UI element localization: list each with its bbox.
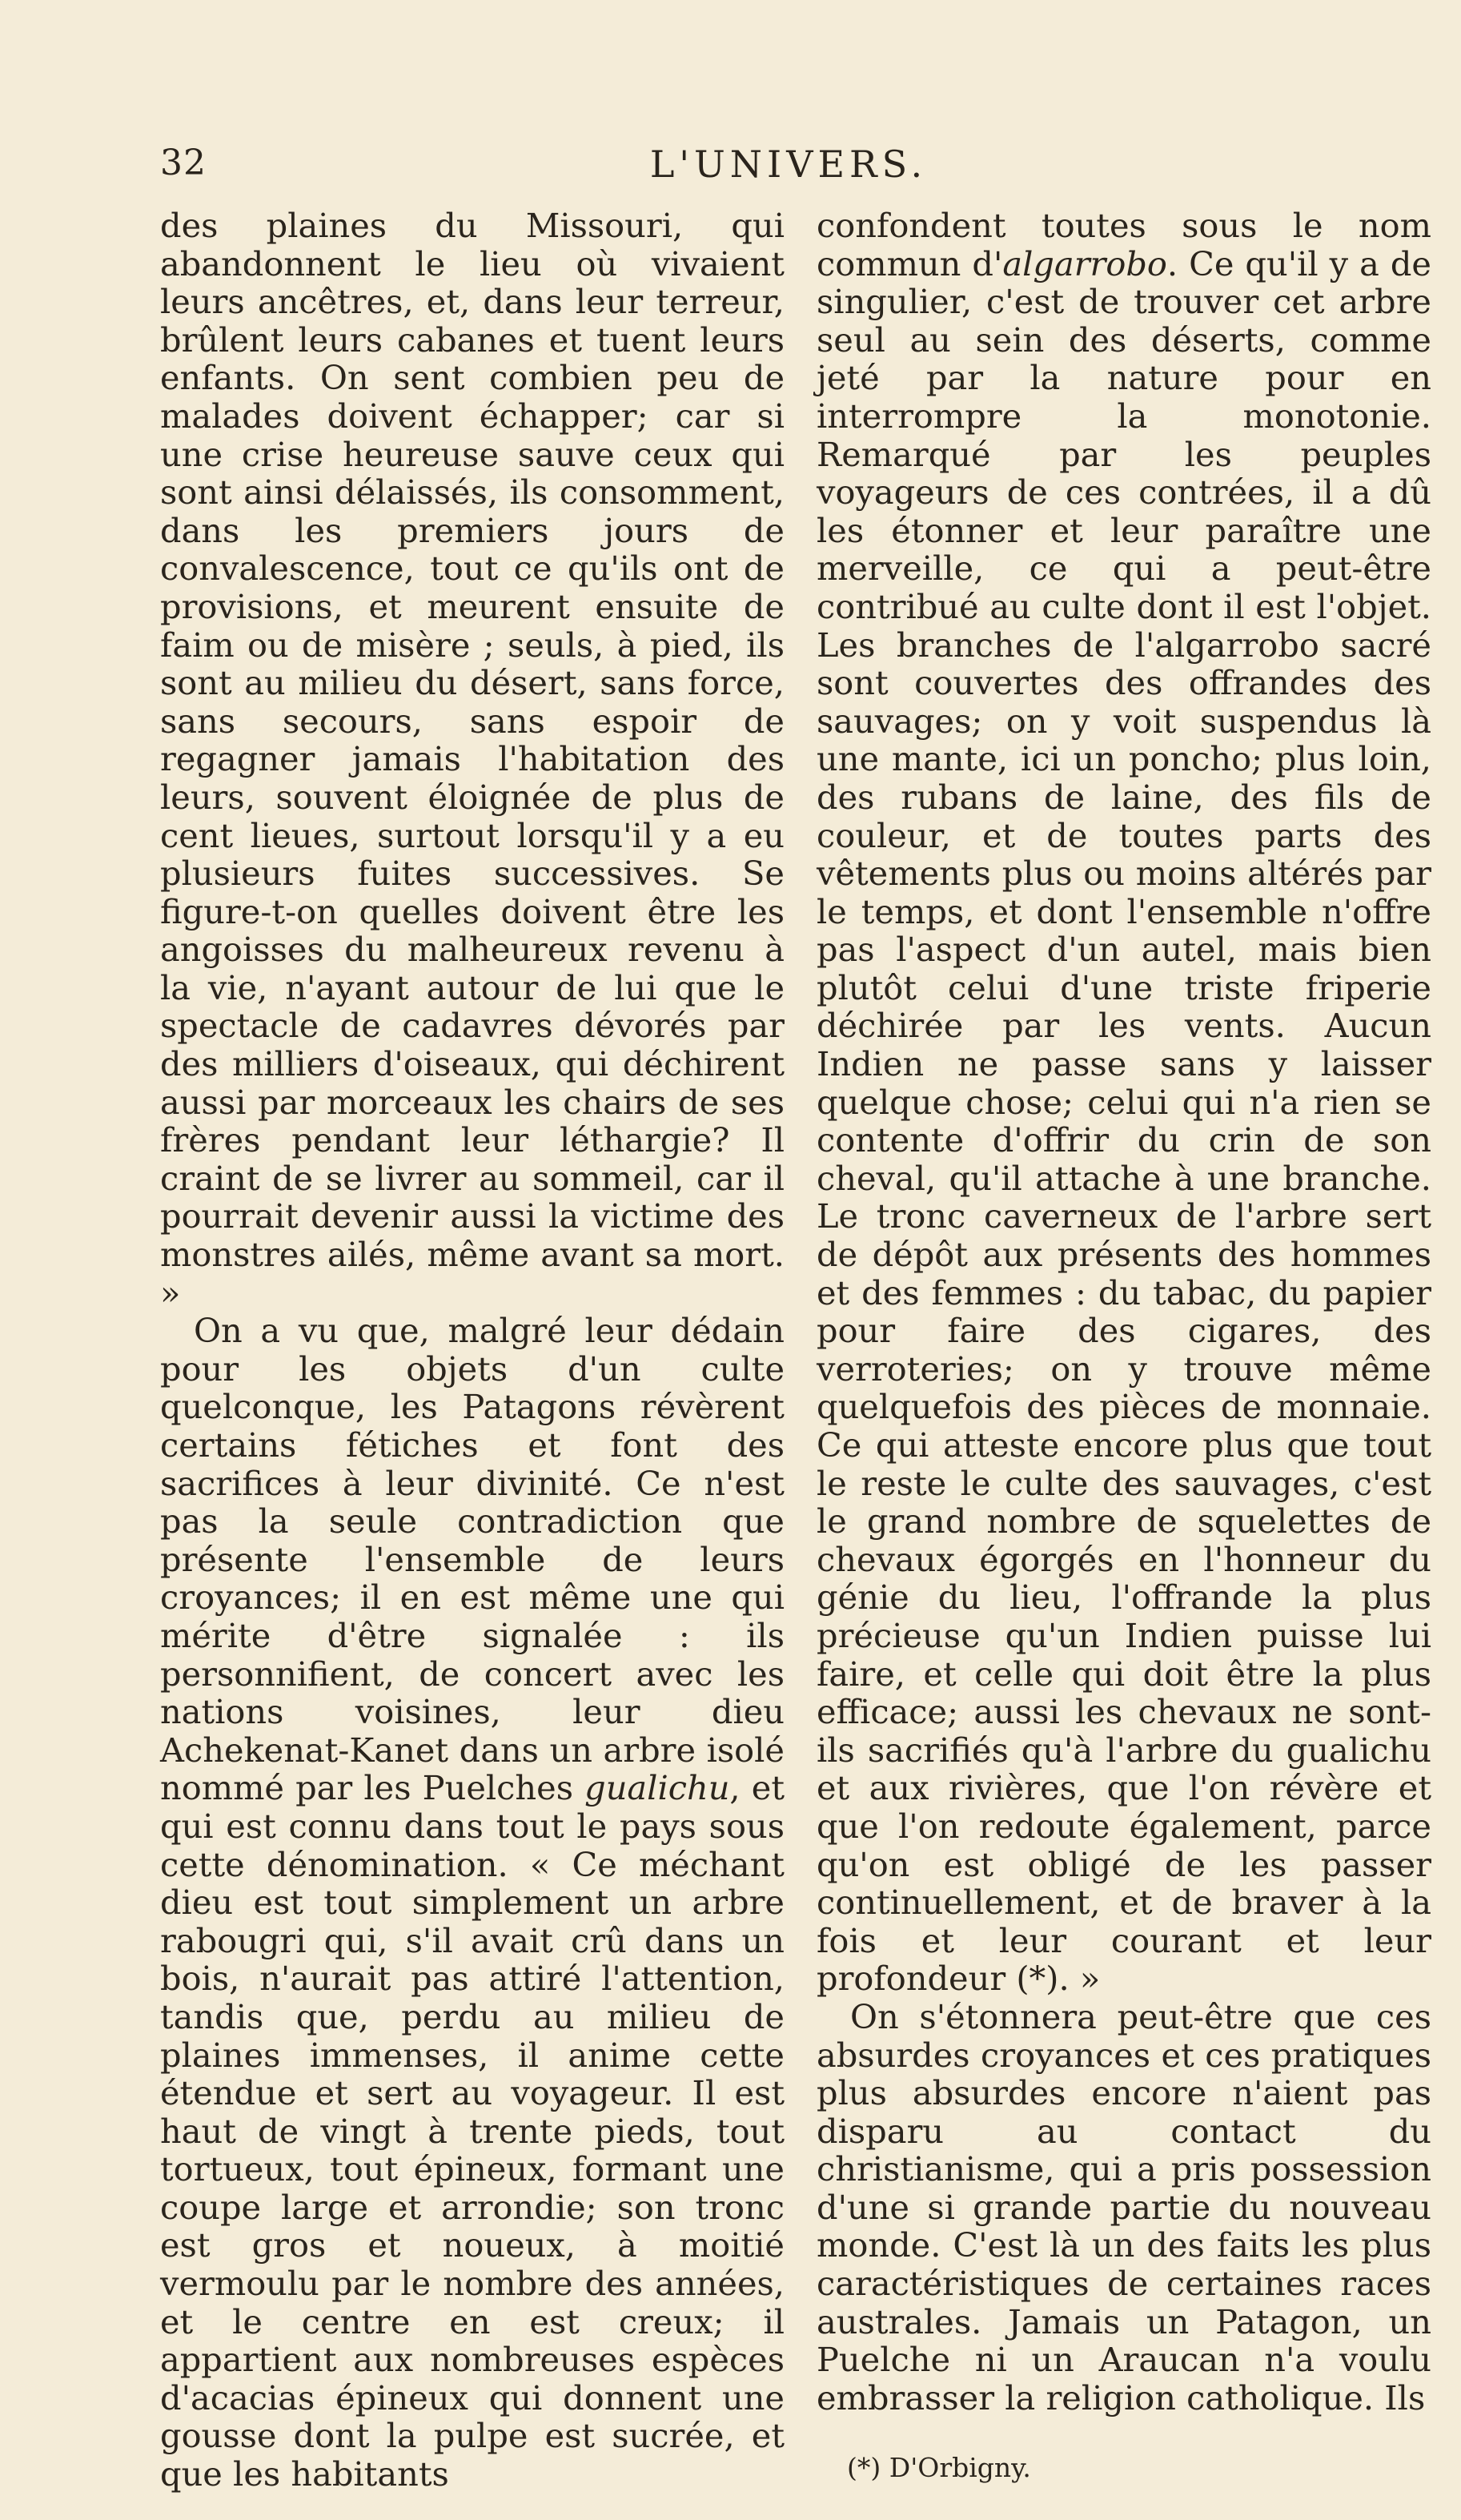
page-number: 32 (160, 143, 207, 183)
page-header (160, 143, 1417, 199)
right-paragraph-1-text-b: . Ce qu'il y a de singulier, c'est de trouver cet arbre seul au sein des déserts, comme jeté par la nature pour en interrompre la monotonie. Remarqué par les peuples voyageurs de ces contrées, il a dû les étonner et leur paraître une merveille, ce qui a peut-être contribué au culte dont il est l'objet. Les branches de l'algarrobo sacré sont couvertes des offrandes des sauvages; on y voit suspendus là une mante, ici un poncho; plus loin, des rubans de laine, des fils de couleur, et de toutes parts des vêtements plus ou moins altérés par le temps, et dont l'ensemble n'offre pas l'aspect d'un autel, mais bien plutôt celui d'une triste friperie déchirée par les vents. Aucun Indien ne passe sans y laisser quelque chose; celui qui n'a rien se contente d'offrir du crin de son cheval, qu'il attache à une branche. Le tronc caverneux de l'arbre sert de dépôt aux présents des hommes et des femmes : du tabac, du papier pour faire des cigares, des verroteries; on y trouve même quelquefois des pièces de monnaie. Ce qui atteste encore plus que tout le reste le culte des sauvages, c'est le grand nombre de squelettes de chevaux égorgés en l'honneur du génie du lieu, l'offrande la plus précieuse qu'un Indien puisse lui faire, et celle qui doit être la plus efficace; aussi les chevaux ne sont-ils sacrifiés qu'à l'arbre du gualichu et aux rivières, que l'on révère et que l'on redoute également, parce qu'on est obligé de les passer continuellement, et de braver à la fois et leur courant et leur profondeur (*). » (817, 243, 1431, 1999)
footnote: (*) D'Orbigny. (847, 2452, 1031, 2484)
algarrobo-term: algarrobo (1002, 243, 1167, 283)
left-paragraph-1: des plaines du Missouri, qui abandonnent le lieu où vivaient leurs ancêtres, et, dans leur terreur, brûlent leurs cabanes et tuent leurs enfants. On sent combien peu de malades doivent échapper; car si une crise heureuse sauve ceux qui sont ainsi délaissés, ils consomment, dans les premiers jours de convalescence, tout ce qu'ils ont de provisions, et meurent ensuite de faim ou de misère ; seuls, à pied, ils sont au milieu du désert, sans force, sans secours, sans espoir de regagner jamais l'habitation des leurs, souvent éloignée de plus de cent lieues, surtout lorsqu'il y a eu plusieurs fuites successives. Se figure-t-on quelles doivent être les angoisses du malheureux revenu à la vie, n'ayant autour de lui que le spectacle de cadavres dévorés par des milliers d'oiseaux, qui déchirent aussi par morceaux les chairs de ses frères pendant leur léthargie? Il craint de se livrer au sommeil, car il pourrait devenir aussi la victime des monstres ailés, même avant sa mort. » (160, 206, 785, 1312)
left-paragraph-2-text-a: On a vu que, malgré leur dédain pour les objets d'un culte quelconque, les Patagons révèrent certains fétiches et font des sacrifices à leur divinité. Ce n'est pas la seule contradiction que présente l'ensemble de leurs croyances; il en est même une qui mérite d'être signalée : ils personnifient, de concert avec les nations voisines, leur dieu Achekenat-Kanet dans un arbre isolé nommé par les Puelches (160, 1311, 785, 1808)
right-paragraph-1-text-a: confondent toutes sous le nom commun d' (817, 206, 1431, 283)
right-paragraph-2: On s'étonnera peut-être que ces absurdes croyances et ces pratiques plus absurdes encore n'aient pas disparu au contact du christianisme, qui a pris possession d'une si grande partie du nouveau monde. C'est là un des faits les plus caractéristiques de certaines races australes. Jamais un Patagon, un Puelche ni un Araucan n'a voulu embrasser la religion catholique. Ils (817, 1996, 1431, 2418)
gualichu-term: gualichu (584, 1768, 730, 1808)
left-paragraph-2 (160, 1312, 785, 2493)
right-column (817, 207, 1431, 2484)
left-column (160, 207, 785, 2494)
right-paragraph-1 (817, 207, 1431, 1998)
left-paragraph-2-text-b: , et qui est connu dans tout le pays sous cette dénomination. « Ce méchant dieu est tout simplement un arbre rabougri qui, s'il avait crû dans un bois, n'aurait pas attiré l'attention, tandis que, perdu au milieu de plaines immenses, il anime cette étendue et sert au voyageur. Il est haut de vingt à trente pieds, tout tortueux, tout épineux, formant une coupe large et arrondie; son tronc est gros et noueux, à moitié vermoulu par le nombre des années, et le centre en est creux; il appartient aux nombreuses espèces d'acacias épineux qui donnent une gousse dont la pulpe est sucrée, et que les habitants (160, 1768, 785, 2494)
running-title: L'UNIVERS. (649, 143, 928, 186)
